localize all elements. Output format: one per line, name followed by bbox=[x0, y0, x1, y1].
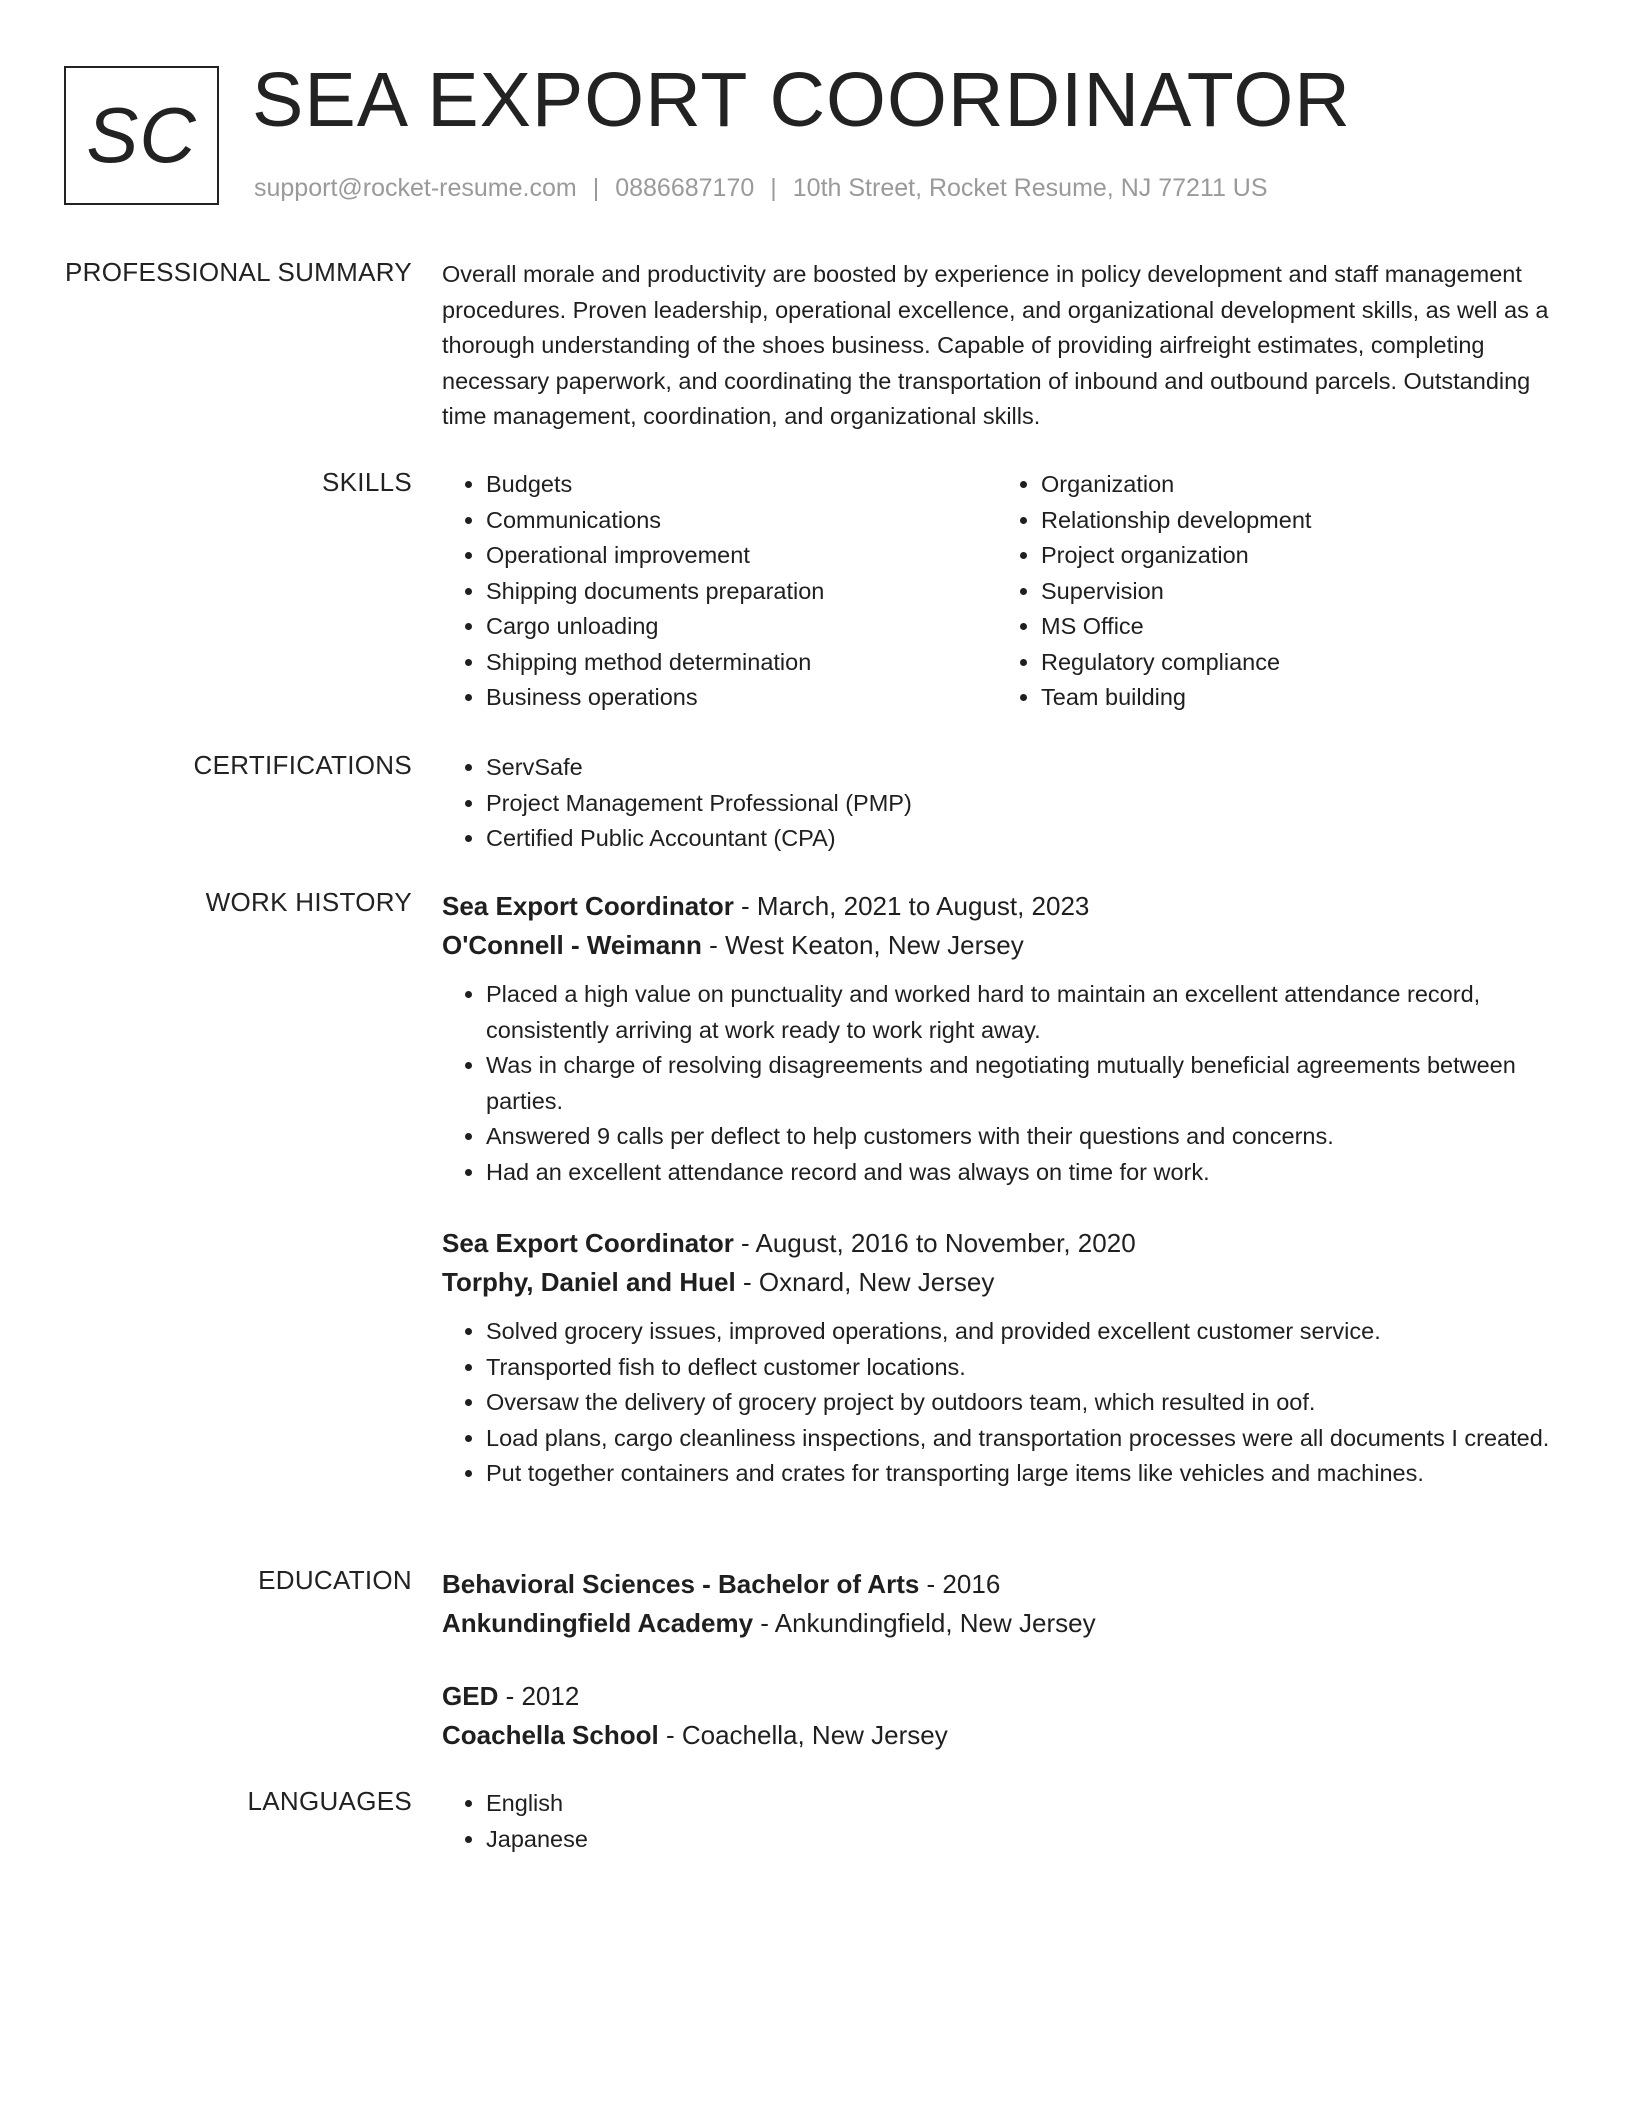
skill-item: • Supervision bbox=[1041, 574, 1552, 610]
job-entry bbox=[442, 1224, 1552, 1492]
education-degree: Behavioral Sciences - Bachelor of Arts bbox=[442, 1569, 920, 1599]
skill-item: • Relationship development bbox=[1041, 503, 1552, 539]
job-company-line bbox=[442, 926, 1552, 965]
education-location: - Coachella, New Jersey bbox=[658, 1720, 948, 1750]
education-degree-line bbox=[442, 1677, 1552, 1716]
section-label-work: WORK HISTORY bbox=[205, 887, 412, 917]
skill-item: • Business operations bbox=[486, 680, 997, 716]
education-entry bbox=[442, 1565, 1552, 1643]
contact-phone: 0886687170 bbox=[615, 174, 755, 202]
education-year: - 2016 bbox=[919, 1569, 1001, 1599]
languages-body bbox=[442, 1786, 1552, 1857]
contact-address: 10th Street, Rocket Resume, NJ 77211 US bbox=[792, 174, 1268, 202]
contact-email: support@rocket-resume.com bbox=[254, 174, 577, 202]
job-bullet: • Load plans, cargo cleanliness inspections, and transportation processes were all documents I created. bbox=[486, 1421, 1552, 1457]
language-item: • English bbox=[486, 1786, 1552, 1822]
section-label-summary: PROFESSIONAL SUMMARY bbox=[65, 257, 412, 287]
contact-separator: | bbox=[770, 174, 777, 202]
job-company: O'Connell - Weimann bbox=[442, 930, 702, 960]
education-school: Coachella School bbox=[442, 1720, 659, 1750]
skill-item: • Shipping method determination bbox=[486, 645, 997, 681]
job-bullet: • Was in charge of resolving disagreements and negotiating mutually beneficial agreements between parties. bbox=[486, 1048, 1552, 1119]
section-label-education: EDUCATION bbox=[258, 1565, 412, 1595]
monogram-box bbox=[64, 66, 219, 205]
skill-item: • Project organization bbox=[1041, 538, 1552, 574]
summary-body bbox=[442, 257, 1552, 435]
job-company: Torphy, Daniel and Huel bbox=[442, 1267, 736, 1297]
skill-item: • Team building bbox=[1041, 680, 1552, 716]
resume-name: SEA EXPORT COORDINATOR bbox=[252, 57, 1351, 143]
work-body bbox=[442, 887, 1552, 1526]
skill-item: • Cargo unloading bbox=[486, 609, 997, 645]
education-school-line bbox=[442, 1604, 1552, 1643]
job-title-line bbox=[442, 1224, 1552, 1263]
skill-item: • Operational improvement bbox=[486, 538, 997, 574]
job-bullet: • Had an excellent attendance record and was always on time for work. bbox=[486, 1155, 1552, 1191]
education-location: - Ankundingfield, New Jersey bbox=[753, 1608, 1096, 1638]
job-bullet: • Solved grocery issues, improved operations, and provided excellent customer service. bbox=[486, 1314, 1552, 1350]
job-bullet: • Oversaw the delivery of grocery project by outdoors team, which resulted in oof. bbox=[486, 1385, 1552, 1421]
certifications-list bbox=[442, 750, 1552, 857]
job-location: - West Keaton, New Jersey bbox=[701, 930, 1024, 960]
job-bullet: • Answered 9 calls per deflect to help customers with their questions and concerns. bbox=[486, 1119, 1552, 1155]
job-bullet: • Placed a high value on punctuality and worked hard to maintain an excellent attendance record, consistently arriving at work ready to work right away. bbox=[486, 977, 1552, 1048]
education-body bbox=[442, 1565, 1552, 1789]
job-bullet: • Put together containers and crates for transporting large items like vehicles and machines. bbox=[486, 1456, 1552, 1492]
education-school: Ankundingfield Academy bbox=[442, 1608, 754, 1638]
contact-separator: | bbox=[592, 174, 600, 202]
section-label-certifications: CERTIFICATIONS bbox=[193, 750, 412, 780]
skills-body bbox=[442, 467, 1552, 716]
certification-item: • ServSafe bbox=[486, 750, 1552, 786]
job-company-line bbox=[442, 1263, 1552, 1302]
section-label-skills: SKILLS bbox=[322, 467, 412, 497]
job-location: - Oxnard, New Jersey bbox=[735, 1267, 995, 1297]
skill-item: • Shipping documents preparation bbox=[486, 574, 997, 610]
skill-item: • Communications bbox=[486, 503, 997, 539]
language-item: • Japanese bbox=[486, 1822, 1552, 1858]
education-degree-line bbox=[442, 1565, 1552, 1604]
certification-item: • Certified Public Accountant (CPA) bbox=[486, 821, 1552, 857]
summary-text: Overall morale and productivity are boosted by experience in policy development and staff management procedures. Proven leadership, operational excellence, and organizational development skills, as well as a thorough understanding of the shoes business. Capable of providing airfreight estimates, completing necessary paperwork, and coordinating the transportation of inbound and outbound parcels. Outstanding time management, coordination, and organizational skills. bbox=[442, 261, 1549, 429]
skills-list-right bbox=[997, 467, 1552, 716]
education-degree: GED bbox=[442, 1681, 499, 1711]
job-title-line bbox=[442, 887, 1552, 926]
section-label-languages: LANGUAGES bbox=[247, 1786, 412, 1816]
monogram-initials: SC bbox=[86, 91, 197, 179]
job-title: Sea Export Coordinator bbox=[442, 891, 734, 921]
job-bullets bbox=[442, 1314, 1552, 1492]
certification-item: • Project Management Professional (PMP) bbox=[486, 786, 1552, 822]
job-entry bbox=[442, 887, 1552, 1190]
skills-list-left bbox=[442, 467, 997, 716]
skill-item: • Regulatory compliance bbox=[1041, 645, 1552, 681]
job-bullet: • Transported fish to deflect customer locations. bbox=[486, 1350, 1552, 1386]
certifications-body bbox=[442, 750, 1552, 857]
job-dates: - March, 2021 to August, 2023 bbox=[733, 891, 1090, 921]
languages-list bbox=[442, 1786, 1552, 1857]
education-entry bbox=[442, 1677, 1552, 1755]
skill-item: • Organization bbox=[1041, 467, 1552, 503]
contact-line bbox=[254, 174, 1268, 203]
skill-item: • MS Office bbox=[1041, 609, 1552, 645]
job-bullets bbox=[442, 977, 1552, 1190]
education-school-line bbox=[442, 1716, 1552, 1755]
education-year: - 2012 bbox=[498, 1681, 580, 1711]
skill-item: • Budgets bbox=[486, 467, 997, 503]
job-dates: - August, 2016 to November, 2020 bbox=[733, 1228, 1136, 1258]
job-title: Sea Export Coordinator bbox=[442, 1228, 734, 1258]
